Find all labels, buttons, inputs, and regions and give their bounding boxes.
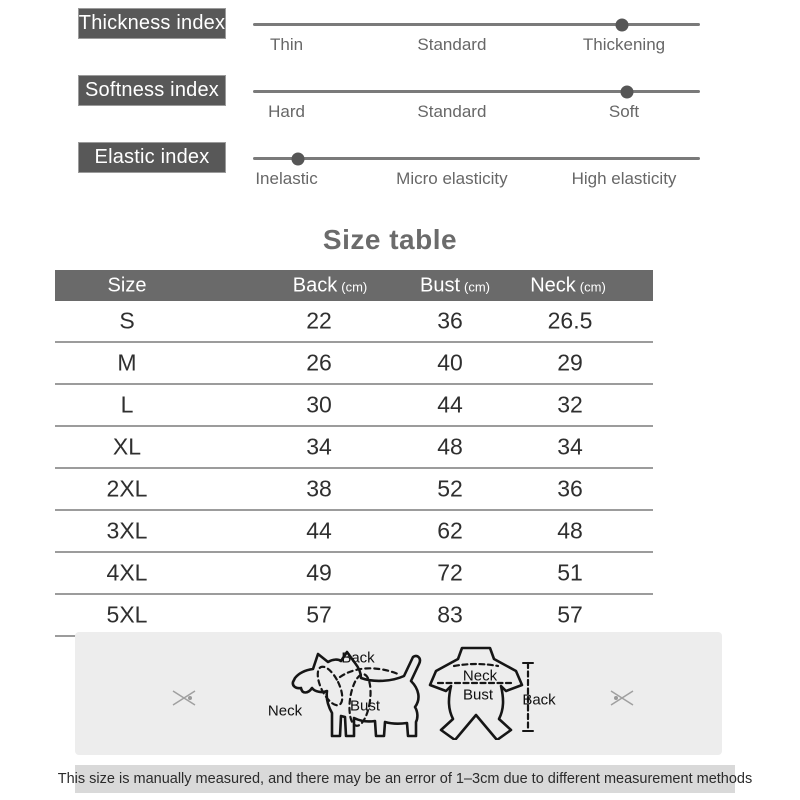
tick-label: Soft [608, 102, 640, 121]
column-header-back: Back (cm) [292, 274, 368, 296]
back-cell: 30 [306, 391, 332, 418]
neck-cell: 26.5 [547, 307, 593, 334]
dog-back-label: Back [341, 649, 375, 667]
size-cell: 4XL [106, 559, 148, 586]
tick-label: Thickening [582, 35, 666, 54]
bust-cell: 52 [437, 475, 463, 502]
size-cell: M [117, 349, 137, 376]
measurement-disclaimer-bar [57, 765, 753, 793]
slider-dot [621, 85, 634, 98]
bust-cell: 36 [437, 307, 463, 334]
thickness-slider [253, 8, 700, 68]
elastic-index-label: Elastic index [78, 142, 226, 173]
tick-label: Thin [269, 35, 304, 54]
column-header-bust: Bust (cm) [419, 274, 491, 296]
size-table-body [55, 301, 653, 637]
decorative-cross-right-icon [609, 686, 635, 710]
bust-cell: 40 [437, 349, 463, 376]
softness-slider [253, 75, 700, 135]
garment-bust-label: Bust [462, 686, 494, 704]
tick-label: Standard [417, 102, 487, 121]
dog-neck-label: Neck [267, 702, 303, 720]
tick-label: Hard [268, 102, 305, 121]
back-cell: 22 [306, 307, 332, 334]
neck-cell: 57 [557, 601, 583, 628]
back-cell: 57 [306, 601, 332, 628]
neck-cell: 51 [557, 559, 583, 586]
disclaimer-text: This size is manually measured, and there may be an error of 1–3cm due to different measurement methods [57, 771, 753, 787]
unit-label: (cm) [579, 279, 606, 294]
size-cell: 5XL [106, 601, 148, 628]
thickness-index-label: Thickness index [78, 8, 226, 39]
tick-label: Micro elasticity [396, 169, 508, 188]
unit-label: (cm) [341, 279, 368, 294]
slider-track [253, 157, 700, 160]
neck-cell: 36 [557, 475, 583, 502]
size-cell: S [119, 307, 135, 334]
elastic-slider [253, 142, 700, 202]
measurement-diagram [75, 632, 722, 755]
table-row-4xl [55, 553, 653, 595]
size-cell: 2XL [106, 475, 148, 502]
table-row-s [55, 301, 653, 343]
dog-bust-label: Bust [349, 697, 381, 715]
size-cell: 3XL [106, 517, 148, 544]
tick-label: High elasticity [571, 169, 677, 188]
back-cell: 49 [306, 559, 332, 586]
table-row-xl [55, 427, 653, 469]
slider-track [253, 23, 700, 26]
thickness-index-row [0, 8, 800, 70]
back-cell: 34 [306, 433, 332, 460]
size-cell: XL [112, 433, 142, 460]
table-row-3xl [55, 511, 653, 553]
neck-cell: 48 [557, 517, 583, 544]
elastic-index-row [0, 142, 800, 204]
decorative-cross-left-icon [171, 686, 197, 710]
table-row-2xl [55, 469, 653, 511]
softness-index-row [0, 75, 800, 137]
size-cell: L [120, 391, 134, 418]
tick-label: Standard [417, 35, 487, 54]
table-row-l [55, 385, 653, 427]
size-table-title: Size table [322, 224, 458, 255]
softness-index-label: Softness index [78, 75, 226, 106]
bust-cell: 48 [437, 433, 463, 460]
back-cell: 44 [306, 517, 332, 544]
column-header-size: Size [107, 274, 147, 296]
back-cell: 26 [306, 349, 332, 376]
slider-dot [616, 18, 629, 31]
table-row-m [55, 343, 653, 385]
back-cell: 38 [306, 475, 332, 502]
table-row-5xl [55, 595, 653, 637]
unit-label: (cm) [464, 279, 491, 294]
neck-cell: 32 [557, 391, 583, 418]
size-table-header [55, 270, 653, 301]
bust-cell: 44 [437, 391, 463, 418]
tick-label: Inelastic [255, 169, 318, 188]
column-header-neck: Neck (cm) [530, 274, 606, 296]
slider-dot [292, 152, 305, 165]
bust-cell: 72 [437, 559, 463, 586]
garment-neck-label: Neck [462, 667, 498, 685]
garment-back-label: Back [522, 691, 556, 709]
neck-cell: 34 [557, 433, 583, 460]
bust-cell: 62 [437, 517, 463, 544]
bust-cell: 83 [437, 601, 463, 628]
neck-cell: 29 [557, 349, 583, 376]
